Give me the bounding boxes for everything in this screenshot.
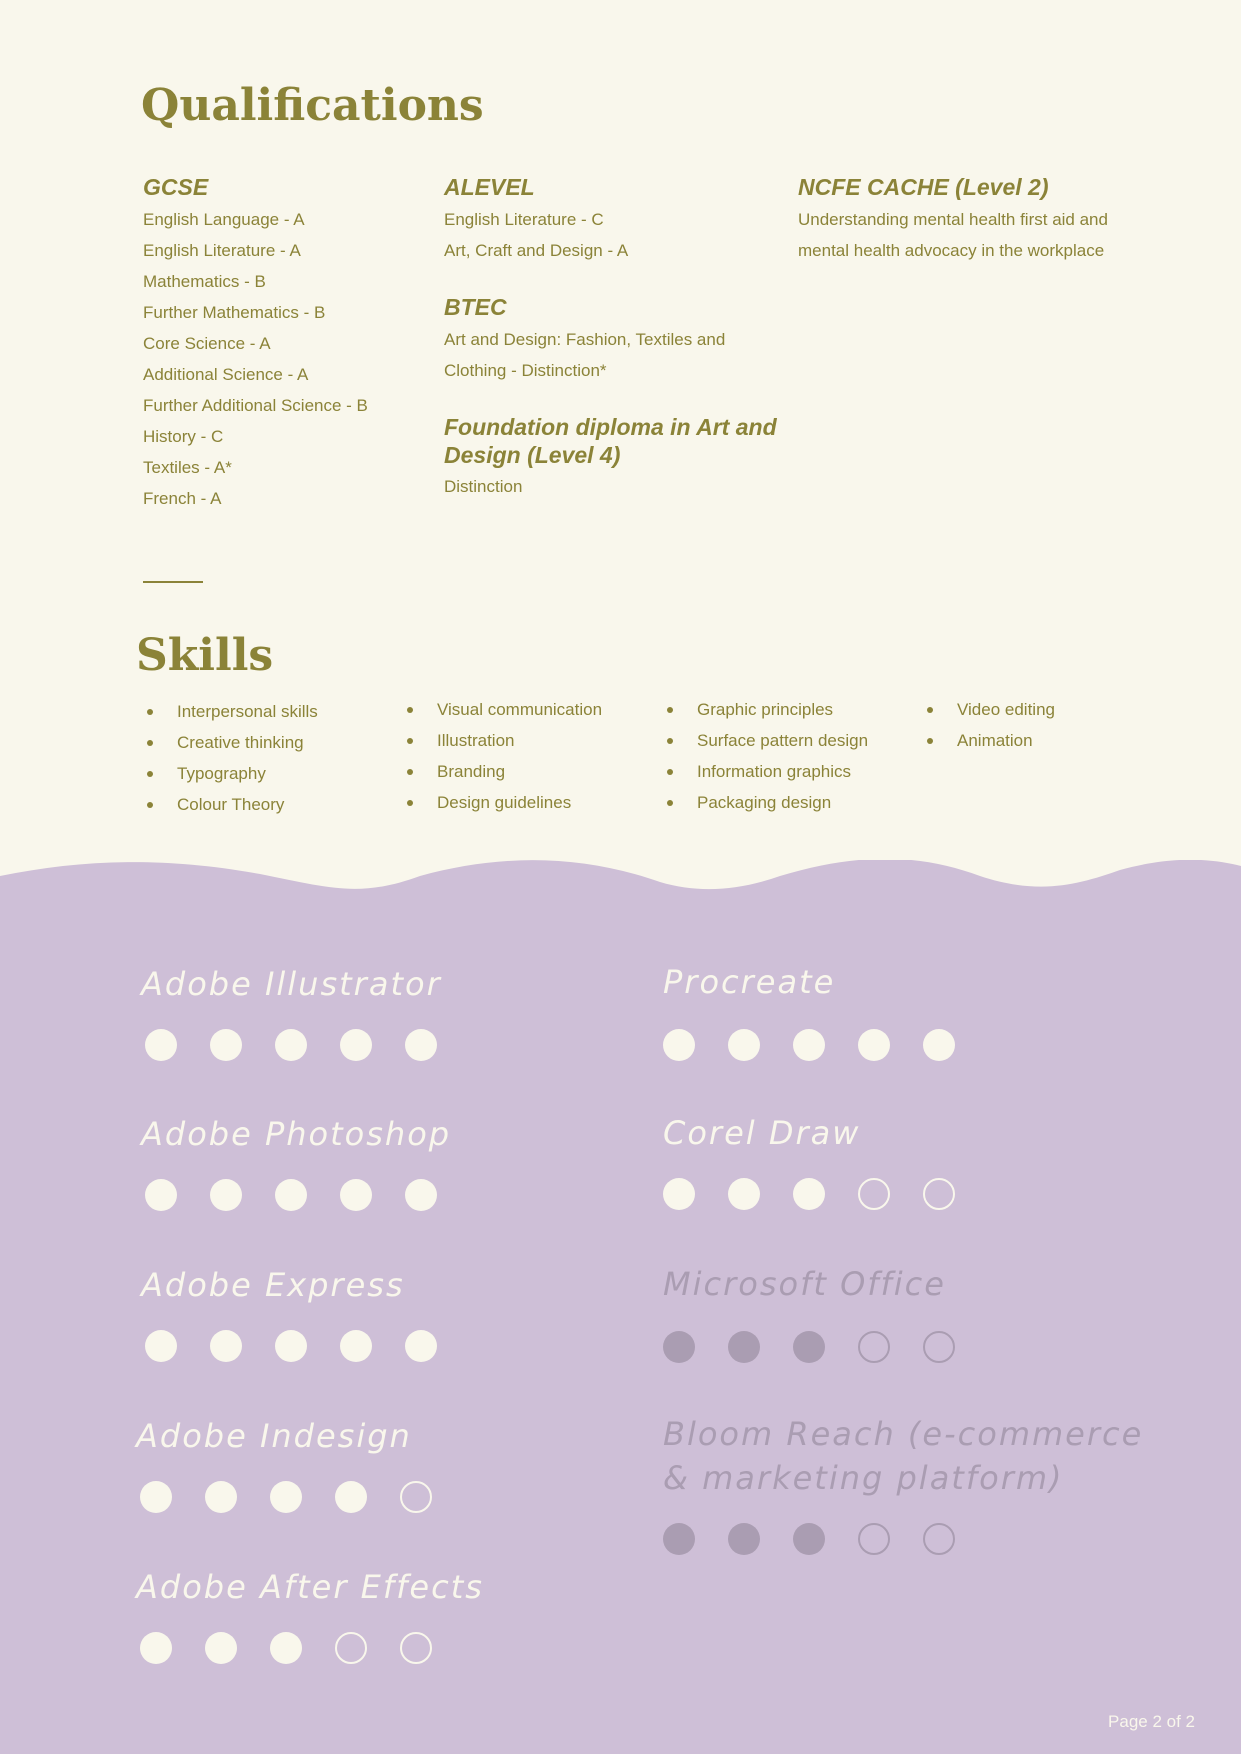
foundation-item: Distinction bbox=[444, 477, 523, 496]
rating-dot-empty bbox=[400, 1481, 432, 1513]
rating-dot-empty bbox=[335, 1632, 367, 1664]
rating-dot-filled bbox=[270, 1481, 302, 1513]
gcse-item: History - C bbox=[143, 427, 224, 446]
rating-dot-filled bbox=[405, 1029, 437, 1061]
skill-item: Information graphics bbox=[663, 756, 903, 787]
rating-dot-filled bbox=[663, 1331, 695, 1363]
foundation-heading-line2: Design (Level 4) bbox=[444, 442, 621, 468]
rating-dot-filled bbox=[663, 1029, 695, 1061]
page-number: Page 2 of 2 bbox=[1108, 1712, 1195, 1731]
rating-dot-empty bbox=[858, 1523, 890, 1555]
rating-dot-filled bbox=[335, 1481, 367, 1513]
rating-dot-empty bbox=[858, 1178, 890, 1210]
skills-column-3 bbox=[663, 694, 903, 818]
qualifications-title: Qualifications bbox=[141, 80, 484, 131]
alevel-block bbox=[444, 173, 628, 266]
tool-name: Procreate bbox=[663, 963, 836, 1001]
rating-dot-filled bbox=[728, 1029, 760, 1061]
rating-dot-filled bbox=[793, 1029, 825, 1061]
gcse-item: Additional Science - A bbox=[143, 365, 309, 384]
btec-item: Art and Design: Fashion, Textiles and bbox=[444, 330, 726, 349]
btec-heading: BTEC bbox=[444, 294, 507, 320]
gcse-item: Further Additional Science - B bbox=[143, 396, 368, 415]
tool-adobe-express bbox=[141, 1263, 437, 1362]
rating-dot-filled bbox=[728, 1178, 760, 1210]
alevel-item: Art, Craft and Design - A bbox=[444, 241, 629, 260]
gcse-item: Mathematics - B bbox=[143, 272, 266, 291]
alevel-heading: ALEVEL bbox=[444, 174, 535, 200]
rating-dot-filled bbox=[210, 1330, 242, 1362]
skill-item: Surface pattern design bbox=[663, 725, 903, 756]
ncfe-heading: NCFE CACHE (Level 2) bbox=[798, 174, 1049, 200]
rating-dot-filled bbox=[405, 1179, 437, 1211]
skill-item: Creative thinking bbox=[143, 727, 383, 758]
rating-dots bbox=[145, 1179, 451, 1211]
section-divider bbox=[143, 581, 203, 583]
ncfe-item: mental health advocacy in the workplace bbox=[798, 241, 1105, 260]
rating-dot-empty bbox=[923, 1178, 955, 1210]
skill-item: Colour Theory bbox=[143, 789, 383, 820]
tool-adobe-photoshop bbox=[141, 1112, 451, 1211]
rating-dot-filled bbox=[793, 1523, 825, 1555]
tool-name: Adobe Photoshop bbox=[141, 1115, 452, 1153]
rating-dot-filled bbox=[663, 1523, 695, 1555]
rating-dot-filled bbox=[728, 1331, 760, 1363]
rating-dot-filled bbox=[340, 1029, 372, 1061]
rating-dots bbox=[140, 1481, 432, 1513]
rating-dot-filled bbox=[405, 1330, 437, 1362]
rating-dot-filled bbox=[145, 1179, 177, 1211]
rating-dot-filled bbox=[793, 1178, 825, 1210]
rating-dot-filled bbox=[923, 1029, 955, 1061]
rating-dot-empty bbox=[858, 1331, 890, 1363]
skill-item: Design guidelines bbox=[403, 787, 643, 818]
gcse-item: English Language - A bbox=[143, 210, 305, 229]
gcse-item: English Literature - A bbox=[143, 241, 301, 260]
alevel-item: English Literature - C bbox=[444, 210, 604, 229]
gcse-heading: GCSE bbox=[143, 174, 209, 200]
gcse-item: Core Science - A bbox=[143, 334, 271, 353]
rating-dot-filled bbox=[793, 1331, 825, 1363]
gcse-item: French - A bbox=[143, 489, 222, 508]
tool-name-line1: Bloom Reach (e-commerce bbox=[663, 1415, 1144, 1453]
skill-item: Interpersonal skills bbox=[143, 696, 383, 727]
rating-dots bbox=[663, 1029, 955, 1061]
rating-dot-filled bbox=[275, 1330, 307, 1362]
tool-name: Adobe Illustrator bbox=[141, 965, 442, 1003]
gcse-list bbox=[143, 204, 368, 514]
tool-name: Adobe Express bbox=[141, 1266, 405, 1304]
tool-adobe-indesign bbox=[136, 1414, 432, 1513]
rating-dot-filled bbox=[140, 1481, 172, 1513]
tool-name: Adobe Indesign bbox=[136, 1417, 412, 1455]
rating-dot-filled bbox=[140, 1632, 172, 1664]
rating-dot-filled bbox=[210, 1179, 242, 1211]
rating-dot-filled bbox=[728, 1523, 760, 1555]
tool-name: Microsoft Office bbox=[663, 1265, 946, 1303]
skill-item: Graphic principles bbox=[663, 694, 903, 725]
rating-dots bbox=[140, 1632, 484, 1664]
tool-corel-draw bbox=[663, 1111, 955, 1210]
skill-item: Visual communication bbox=[403, 694, 643, 725]
rating-dot-filled bbox=[205, 1481, 237, 1513]
skills-title: Skills bbox=[136, 630, 274, 681]
skills-column-1 bbox=[143, 696, 383, 820]
rating-dot-filled bbox=[270, 1632, 302, 1664]
skill-item: Video editing bbox=[923, 694, 1163, 725]
rating-dot-filled bbox=[275, 1179, 307, 1211]
skill-item: Branding bbox=[403, 756, 643, 787]
rating-dots bbox=[663, 1178, 955, 1210]
rating-dot-filled bbox=[145, 1029, 177, 1061]
skill-item: Packaging design bbox=[663, 787, 903, 818]
ncfe-item: Understanding mental health first aid and bbox=[798, 210, 1108, 229]
rating-dot-filled bbox=[340, 1179, 372, 1211]
foundation-block bbox=[444, 413, 777, 502]
skill-item: Animation bbox=[923, 725, 1163, 756]
tool-adobe-after-effects bbox=[136, 1565, 484, 1664]
btec-item: Clothing - Distinction* bbox=[444, 361, 607, 380]
tool-name: Adobe After Effects bbox=[136, 1568, 484, 1606]
tool-microsoft-office bbox=[663, 1262, 955, 1363]
skill-item: Typography bbox=[143, 758, 383, 789]
skills-column-2 bbox=[403, 694, 643, 818]
gcse-item: Further Mathematics - B bbox=[143, 303, 326, 322]
rating-dots bbox=[663, 1331, 955, 1363]
gcse-block bbox=[143, 173, 368, 514]
gcse-item: Textiles - A* bbox=[143, 458, 232, 477]
rating-dot-filled bbox=[205, 1632, 237, 1664]
rating-dot-filled bbox=[145, 1330, 177, 1362]
rating-dot-empty bbox=[400, 1632, 432, 1664]
rating-dot-filled bbox=[858, 1029, 890, 1061]
tool-adobe-illustrator bbox=[141, 962, 442, 1061]
rating-dot-filled bbox=[210, 1029, 242, 1061]
rating-dots bbox=[145, 1330, 437, 1362]
rating-dot-filled bbox=[663, 1178, 695, 1210]
btec-block bbox=[444, 293, 725, 386]
tool-procreate bbox=[663, 960, 955, 1061]
tool-bloom-reach bbox=[663, 1412, 1143, 1555]
tool-name-line2: & marketing platform) bbox=[663, 1459, 1064, 1497]
foundation-heading-line1: Foundation diploma in Art and bbox=[444, 414, 777, 440]
rating-dot-empty bbox=[923, 1523, 955, 1555]
skill-item: Illustration bbox=[403, 725, 643, 756]
skills-column-4 bbox=[923, 694, 1163, 756]
rating-dot-filled bbox=[275, 1029, 307, 1061]
ncfe-block bbox=[798, 173, 1108, 266]
rating-dots bbox=[145, 1029, 442, 1061]
rating-dots bbox=[663, 1523, 1143, 1555]
rating-dot-empty bbox=[923, 1331, 955, 1363]
rating-dot-filled bbox=[340, 1330, 372, 1362]
tool-name: Corel Draw bbox=[663, 1114, 861, 1152]
